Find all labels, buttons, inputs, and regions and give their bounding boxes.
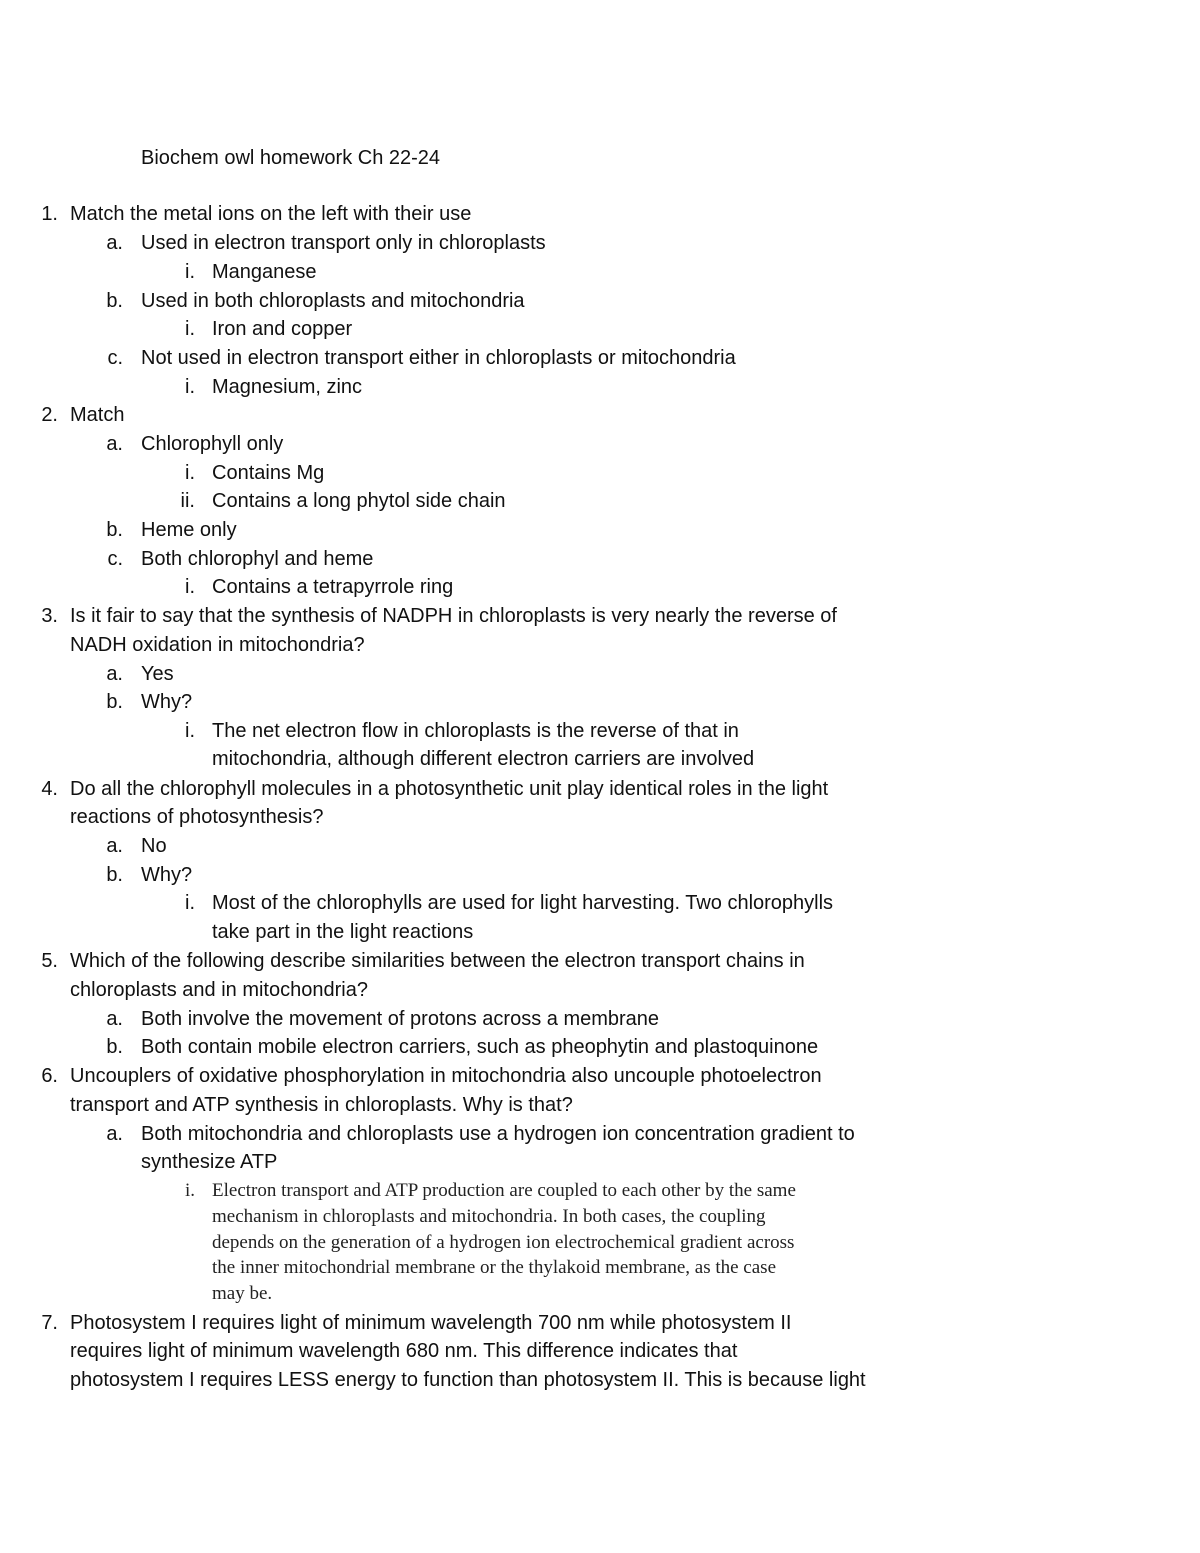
- line-text: synthesize ATP: [141, 1151, 278, 1173]
- list-marker: b.: [106, 519, 123, 541]
- line-text: requires light of minimum wavelength 680 nm. This difference indicates that: [70, 1340, 738, 1362]
- list-marker: 1.: [41, 203, 58, 225]
- line-text: Do all the chlorophyll molecules in a photosynthetic unit play identical roles in the light: [70, 778, 829, 800]
- line-text: depends on the generation of a hydrogen ion electrochemical gradient across: [212, 1232, 795, 1253]
- list-marker: a.: [106, 663, 123, 685]
- list-marker: i.: [185, 376, 195, 398]
- line-text: chloroplasts and in mitochondria?: [70, 979, 368, 1001]
- line-text: Electron transport and ATP production are coupled to each other by the same: [212, 1180, 796, 1201]
- list-marker: i.: [185, 462, 195, 484]
- list-marker: a.: [106, 232, 123, 254]
- line-text: Contains Mg: [212, 462, 325, 484]
- document-title: Biochem owl homework Ch 22-24: [141, 147, 441, 169]
- line-text: No: [141, 835, 167, 857]
- line-text: Is it fair to say that the synthesis of NADPH in chloroplasts is very nearly the reverse of: [70, 605, 837, 627]
- list-marker: 7.: [41, 1312, 58, 1334]
- list-marker: b.: [106, 290, 123, 312]
- list-marker: i.: [185, 720, 195, 742]
- line-text: Used in electron transport only in chloroplasts: [141, 232, 546, 254]
- list-marker: a.: [106, 1123, 123, 1145]
- list-marker: 4.: [41, 778, 58, 800]
- line-text: mechanism in chloroplasts and mitochondria. In both cases, the coupling: [212, 1206, 766, 1227]
- line-text: Which of the following describe similarities between the electron transport chains in: [70, 950, 805, 972]
- list-marker: a.: [106, 1008, 123, 1030]
- line-text: Heme only: [141, 519, 237, 541]
- line-text: Iron and copper: [212, 318, 353, 340]
- line-text: NADH oxidation in mitochondria?: [70, 634, 365, 656]
- line-text: Photosystem I requires light of minimum wavelength 700 nm while photosystem II: [70, 1312, 792, 1334]
- list-marker: c.: [107, 347, 123, 369]
- line-text: Both mitochondria and chloroplasts use a hydrogen ion concentration gradient to: [141, 1123, 855, 1145]
- line-text: reactions of photosynthesis?: [70, 806, 324, 828]
- list-marker: b.: [106, 864, 123, 886]
- line-text: the inner mitochondrial membrane or the thylakoid membrane, as the case: [212, 1257, 776, 1278]
- line-text: Most of the chlorophylls are used for light harvesting. Two chlorophylls: [212, 892, 834, 914]
- line-text: may be.: [212, 1283, 273, 1304]
- line-text: Both involve the movement of protons across a membrane: [141, 1008, 660, 1030]
- line-text: Used in both chloroplasts and mitochondria: [141, 290, 525, 312]
- list-marker: 6.: [41, 1065, 58, 1087]
- line-text: Both contain mobile electron carriers, such as pheophytin and plastoquinone: [141, 1036, 819, 1058]
- list-marker: 3.: [41, 605, 58, 627]
- list-marker: i.: [184, 1180, 195, 1201]
- line-text: The net electron flow in chloroplasts is the reverse of that in: [212, 720, 739, 742]
- list-marker: b.: [106, 1036, 123, 1058]
- list-marker: ii.: [180, 490, 195, 512]
- line-text: Magnesium, zinc: [212, 376, 363, 398]
- list-marker: a.: [106, 433, 123, 455]
- list-marker: i.: [185, 892, 195, 914]
- line-text: photosystem I requires LESS energy to function than photosystem II. This is because light: [70, 1369, 866, 1391]
- list-marker: c.: [107, 548, 123, 570]
- line-text: Uncouplers of oxidative phosphorylation in mitochondria also uncouple photoelectron: [70, 1065, 822, 1087]
- line-text: Why?: [141, 864, 193, 886]
- line-text: transport and ATP synthesis in chloroplasts. Why is that?: [70, 1094, 573, 1116]
- line-text: take part in the light reactions: [212, 921, 474, 943]
- line-text: Match: [70, 404, 125, 426]
- list-marker: b.: [106, 691, 123, 713]
- line-text: Match the metal ions on the left with their use: [70, 203, 472, 225]
- list-marker: i.: [185, 318, 195, 340]
- list-marker: i.: [185, 576, 195, 598]
- list-marker: 5.: [41, 950, 58, 972]
- list-marker: 2.: [41, 404, 58, 426]
- list-marker: a.: [106, 835, 123, 857]
- line-text: Contains a tetrapyrrole ring: [212, 576, 454, 598]
- line-text: Both chlorophyl and heme: [141, 548, 374, 570]
- line-text: Manganese: [212, 261, 317, 283]
- line-text: Yes: [141, 663, 174, 685]
- list-marker: i.: [185, 261, 195, 283]
- line-text: Why?: [141, 691, 193, 713]
- line-text: mitochondria, although different electron carriers are involved: [212, 748, 755, 770]
- line-text: Chlorophyll only: [141, 433, 284, 455]
- line-text: Contains a long phytol side chain: [212, 490, 506, 512]
- line-text: Not used in electron transport either in chloroplasts or mitochondria: [141, 347, 736, 369]
